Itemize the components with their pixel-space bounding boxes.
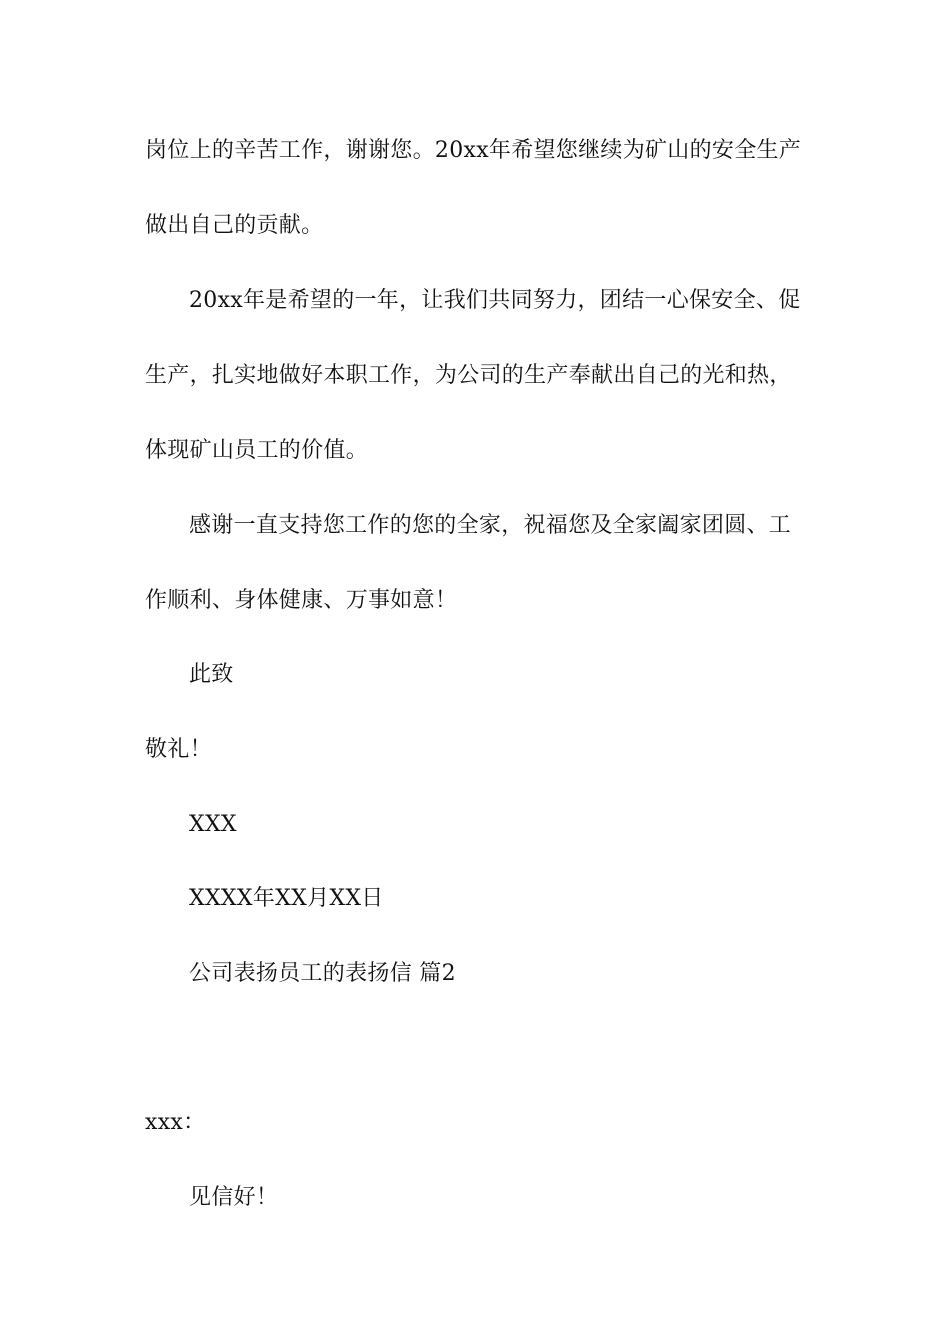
- paragraph-line: 体现矿山员工的价值。: [145, 438, 369, 463]
- paragraph-line: 20xx年是希望的一年，让我们共同努力，团结一心保安全、促: [189, 288, 801, 313]
- letter-greeting: 见信好！: [189, 1185, 279, 1210]
- paragraph-line: 岗位上的辛苦工作，谢谢您。20xx年希望您继续为矿山的安全生产: [145, 138, 802, 163]
- signature-date: XXXX年XX月XX日: [189, 886, 384, 911]
- letter-recipient: xxx：: [145, 1110, 206, 1135]
- paragraph-line: 做出自己的贡献。: [145, 213, 324, 238]
- paragraph-line: 生产，扎实地做好本职工作，为公司的生产奉献出自己的光和热，: [145, 363, 792, 388]
- section-heading: 公司表扬员工的表扬信 篇2: [189, 961, 456, 986]
- paragraph-line: 感谢一直支持您工作的您的全家，祝福您及全家阖家团圆、工: [189, 513, 792, 538]
- closing-regards: 敬礼！: [145, 737, 212, 762]
- closing-salutation: 此致: [189, 662, 234, 687]
- paragraph-line: 作顺利、身体健康、万事如意！: [145, 588, 458, 613]
- signature-name: XXX: [189, 812, 237, 837]
